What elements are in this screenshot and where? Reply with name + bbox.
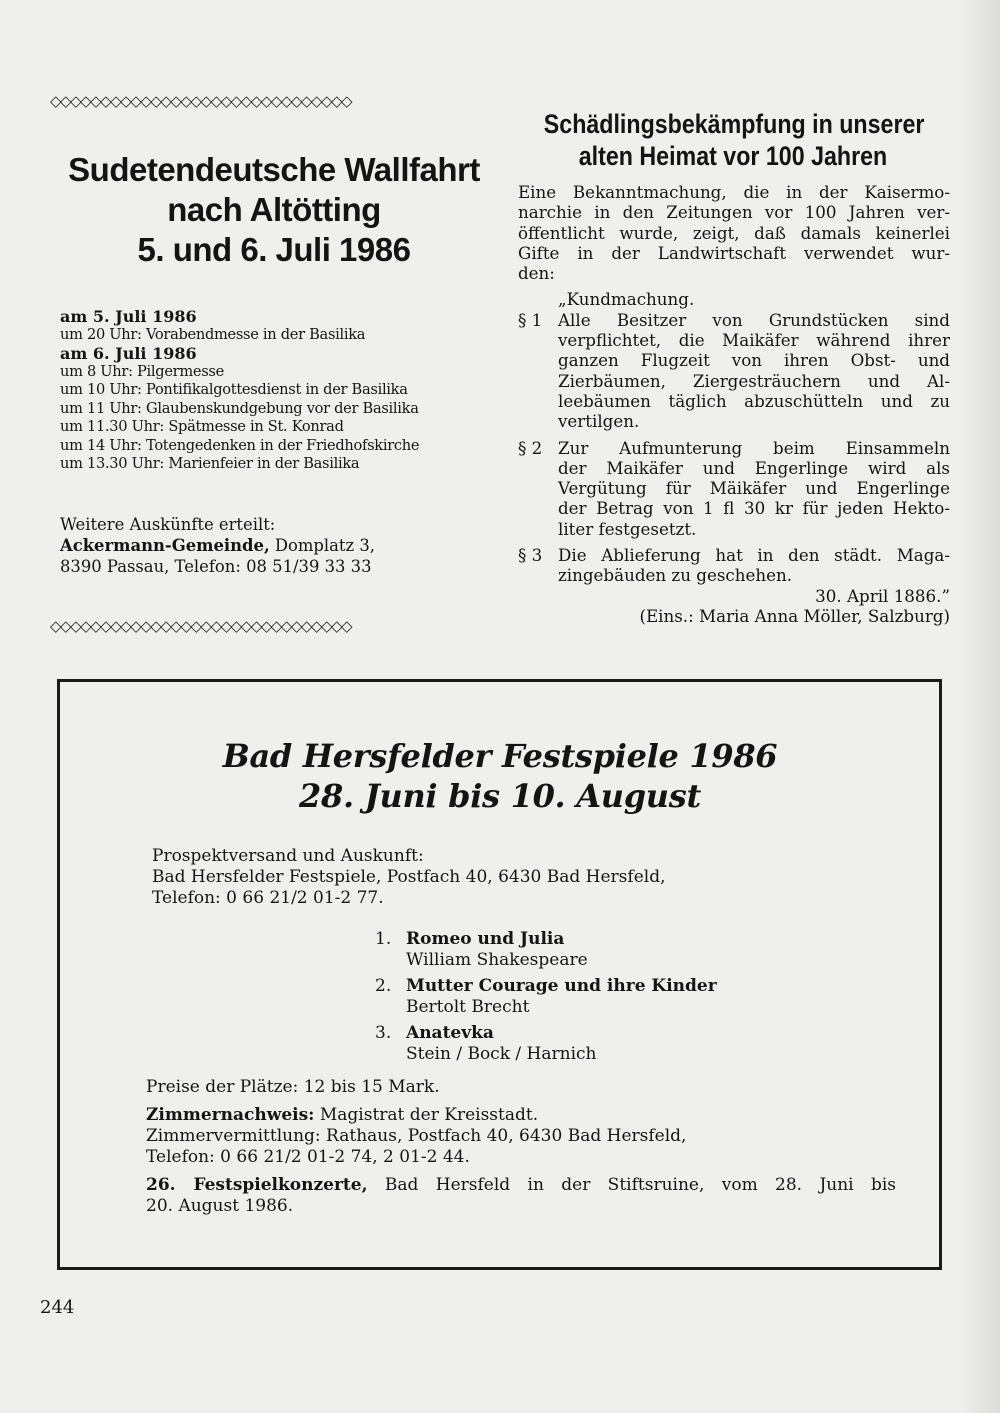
intro-line: Eine Bekanntmachung, die in der Kaisermo- bbox=[518, 182, 950, 202]
play-author: William Shakespeare bbox=[406, 950, 588, 970]
paragraph-line: Alle Besitzer von Grundstücken sind bbox=[558, 309, 950, 330]
paragraph-line: zingebäuden zu geschehen. bbox=[558, 565, 793, 586]
proclamation-date: 30. April 1886.” bbox=[815, 585, 950, 606]
intro-line: öffentlicht wurde, zeigt, daß damals keinerlei bbox=[518, 222, 950, 243]
festival-extras bbox=[146, 1077, 896, 1224]
paragraph-2 bbox=[518, 438, 950, 539]
list-item bbox=[375, 976, 875, 1018]
room-info-line bbox=[146, 1105, 896, 1126]
page-number: 244 bbox=[40, 1297, 75, 1318]
festival-info-line: Prospektversand und Auskunft: bbox=[152, 846, 424, 866]
paragraph-line: leebäumen täglich abzuschütteln und zu bbox=[558, 390, 950, 411]
room-info-line: Telefon: 0 66 21/2 01-2 74, 2 01-2 44. bbox=[146, 1147, 470, 1167]
paragraph-line: Die Ablieferung hat in den städt. Maga- bbox=[558, 545, 950, 566]
contact-street: Domplatz 3, bbox=[269, 536, 375, 555]
schedule-event: um 10 Uhr: Pontifikalgottesdienst in der Basilika bbox=[60, 381, 408, 398]
list-item bbox=[375, 929, 875, 971]
play-title: Mutter Courage und ihre Kinder bbox=[406, 976, 717, 996]
page-edge-shadow bbox=[960, 0, 1000, 1413]
schedule-event: um 11 Uhr: Glaubenskundgebung vor der Basilika bbox=[60, 399, 419, 417]
pest-title-line: alten Heimat vor 100 Jahren bbox=[578, 141, 888, 171]
submitter-credit: (Eins.: Maria Anna Möller, Salzburg) bbox=[639, 605, 950, 626]
ticket-prices: Preise der Plätze: 12 bis 15 Mark. bbox=[146, 1077, 440, 1097]
paragraph-number: § 2 bbox=[518, 437, 543, 458]
festival-title-line: Bad Hersfelder Festspiele 1986 bbox=[222, 737, 778, 775]
paragraph-3 bbox=[518, 545, 950, 586]
room-info-line: Zimmervermittlung: Rathaus, Postfach 40, 6430 Bad Hersfeld, bbox=[146, 1126, 687, 1146]
festival-info-line: Telefon: 0 66 21/2 01-2 77. bbox=[152, 888, 384, 908]
festival-title-line: 28. Juni bis 10. August bbox=[299, 777, 701, 815]
paragraph-line: Zur Aufmunterung beim Einsammeln bbox=[558, 437, 950, 458]
list-item bbox=[375, 1023, 875, 1065]
pilgrimage-title-line: Sudetendeutsche Wallfahrt bbox=[68, 151, 480, 188]
festival-info-line: Bad Hersfelder Festspiele, Postfach 40, 6430 Bad Hersfeld, bbox=[152, 867, 666, 887]
pest-article-title bbox=[513, 108, 953, 172]
paragraph-line: Zierbäumen, Ziergesträuchern und Al- bbox=[558, 370, 950, 391]
play-title: Anatevka bbox=[406, 1023, 494, 1043]
kundmachung-heading: „Kundmachung. bbox=[558, 289, 695, 310]
room-text: Magistrat der Kreisstadt. bbox=[314, 1105, 539, 1125]
concert-text: Bad Hersfeld in der Stiftsruine, vom 28. Juni bis bbox=[367, 1175, 896, 1195]
paragraph-line: der Maikäfer und Engerlinge wird als bbox=[558, 457, 950, 478]
diamond-border-top: ◇◇◇◇◇◇◇◇◇◇◇◇◇◇◇◇◇◇◇◇◇◇◇◇◇◇◇◇◇◇ bbox=[50, 92, 352, 110]
contact-address-line bbox=[60, 535, 500, 556]
concert-label: 26. Festspielkonzerte, bbox=[146, 1175, 368, 1195]
play-author: Bertolt Brecht bbox=[406, 997, 530, 1017]
contact-intro: Weitere Auskünfte erteilt: bbox=[60, 515, 276, 534]
concert-info-line: 20. August 1986. bbox=[146, 1196, 294, 1216]
paragraph-line: verpflichtet, die Maikäfer während ihrer bbox=[558, 330, 950, 351]
play-number: 1. bbox=[375, 929, 392, 949]
pilgrimage-title bbox=[48, 150, 500, 270]
pest-title-line: Schädlingsbekämpfung in unserer bbox=[543, 109, 925, 139]
play-author: Stein / Bock / Harnich bbox=[406, 1044, 597, 1064]
diamond-border-bottom: ◇◇◇◇◇◇◇◇◇◇◇◇◇◇◇◇◇◇◇◇◇◇◇◇◇◇◇◇◇◇ bbox=[50, 617, 352, 635]
intro-line: den: bbox=[518, 263, 555, 284]
concert-info-line bbox=[146, 1175, 896, 1196]
schedule-day: am 6. Juli 1986 bbox=[60, 343, 197, 363]
festival-title bbox=[0, 736, 1000, 816]
intro-line: narchie in den Zeitungen vor 100 Jahren ver- bbox=[518, 202, 950, 223]
paragraph-number: § 3 bbox=[518, 545, 543, 566]
festival-plays-list bbox=[375, 929, 875, 1070]
paragraph-line: vertilgen. bbox=[558, 411, 640, 432]
play-number: 2. bbox=[375, 976, 392, 996]
contact-city: 8390 Passau, Telefon: 08 51/39 33 33 bbox=[60, 557, 372, 576]
schedule-event: um 14 Uhr: Totengedenken in der Friedhofskirche bbox=[60, 436, 420, 454]
schedule-event: um 20 Uhr: Vorabendmesse in der Basilika bbox=[60, 326, 366, 343]
festival-info bbox=[152, 846, 752, 909]
schedule-event: um 8 Uhr: Pilgermesse bbox=[60, 362, 224, 380]
contact-org: Ackermann-Gemeinde, bbox=[60, 536, 270, 555]
room-label: Zimmernachweis: bbox=[146, 1105, 315, 1125]
pilgrimage-schedule bbox=[60, 308, 500, 474]
intro-line: Gifte in der Landwirtschaft verwendet wur- bbox=[518, 242, 950, 263]
paragraph-line: ganzen Flugzeit von ihren Obst- und bbox=[558, 350, 950, 371]
pilgrimage-title-line: 5. und 6. Juli 1986 bbox=[137, 231, 411, 268]
paragraph-line: der Betrag von 1 fl 30 kr für jeden Hekto- bbox=[558, 498, 950, 519]
paragraph-1 bbox=[518, 310, 950, 432]
paragraph-line: Vergütung für Mäikäfer und Engerlinge bbox=[558, 478, 950, 499]
play-title: Romeo und Julia bbox=[406, 929, 565, 949]
pest-article-body bbox=[518, 182, 950, 626]
paragraph-number: § 1 bbox=[518, 309, 543, 330]
pilgrimage-contact bbox=[60, 514, 500, 577]
play-number: 3. bbox=[375, 1023, 392, 1043]
schedule-day: am 5. Juli 1986 bbox=[60, 307, 197, 326]
paragraph-line: liter festgesetzt. bbox=[558, 518, 697, 539]
pilgrimage-title-line: nach Altötting bbox=[167, 191, 381, 228]
schedule-event: um 11.30 Uhr: Spätmesse in St. Konrad bbox=[60, 418, 344, 435]
schedule-event: um 13.30 Uhr: Marienfeier in der Basilika bbox=[60, 455, 360, 472]
